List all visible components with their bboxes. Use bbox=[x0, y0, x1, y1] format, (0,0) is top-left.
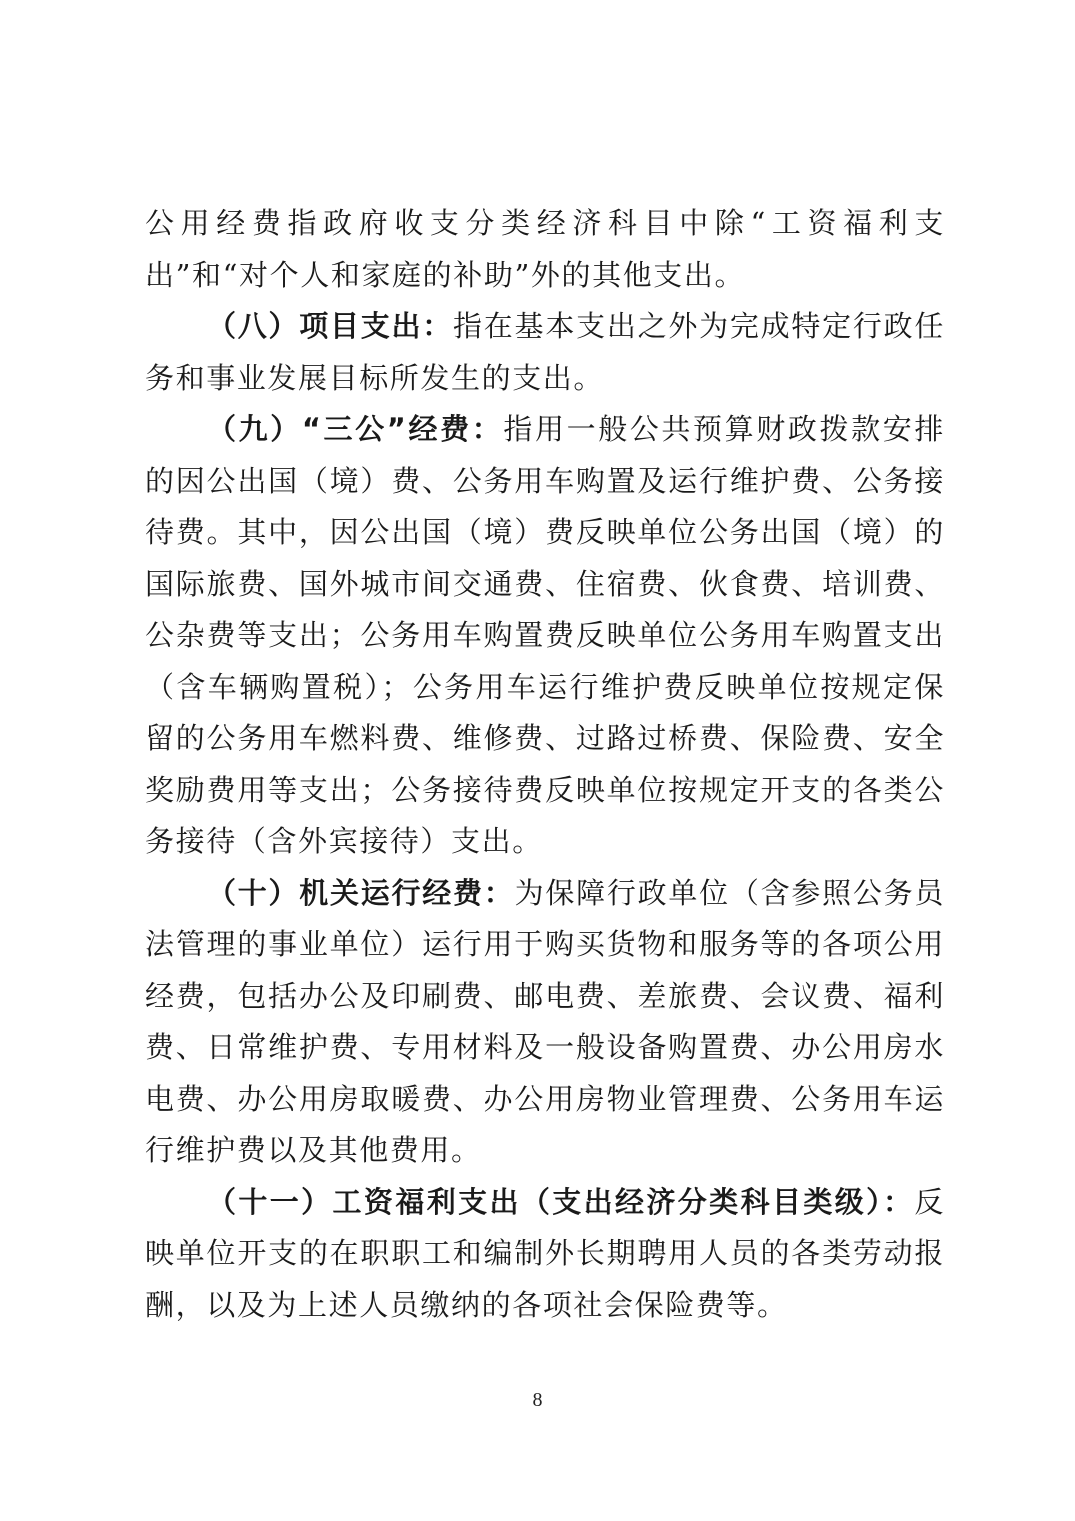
page-number: 8 bbox=[532, 1389, 543, 1411]
paragraph-text: 指用一般公共预算财政拨款安排的因公出国（境）费、公务用车购置及运行维护费、公务接待费。其中，因公出国（境）费反映单位公务出国（境）的国际旅费、国外城市间交通费、住宿费、伙食费、培训费、公杂费等支出；公务用车购置费反映单位公务用车购置支出（含车辆购置税）；公务用车运行维护费反映单位按规定保留的公务用车燃料费、维修费、过路过桥费、保险费、安全奖励费用等支出；公务接待费反映单位按规定开支的各类公务接待（含外宾接待）支出。 bbox=[145, 412, 945, 858]
paragraph-public-expenses-continued bbox=[145, 198, 945, 301]
term-heading: （八）项目支出： bbox=[207, 309, 454, 343]
paragraph-three-public-expenses bbox=[145, 404, 945, 868]
paragraph-text: 反映单位开支的在职职工和编制外长期聘用人员的各类劳动报酬，以及为上述人员缴纳的各项社会保险费等。 bbox=[145, 1184, 945, 1322]
paragraph-text: 为保障行政单位（含参照公务员法管理的事业单位）运行用于购买货物和服务等的各项公用经费，包括办公及印刷费、邮电费、差旅费、会议费、福利费、日常维护费、专用材料及一般设备购置费、办公用房水电费、办公用房取暖费、办公用房物业管理费、公务用车运行维护费以及其他费用。 bbox=[145, 875, 945, 1167]
term-heading: （十一）工资福利支出（支出经济分类科目类级）： bbox=[207, 1184, 915, 1219]
paragraph-project-expenditure bbox=[145, 301, 945, 404]
paragraph-agency-operating-expenses bbox=[145, 868, 945, 1177]
term-heading: （十）机关运行经费： bbox=[207, 875, 515, 910]
paragraph-wage-welfare-expenditure bbox=[145, 1177, 945, 1332]
paragraph-text: 公用经费指政府收支分类经济科目中除“工资福利支出”和“对个人和家庭的补助”外的其他支出。 bbox=[145, 206, 945, 292]
paragraph-text: 指在基本支出之外为完成特定行政任务和事业发展目标所发生的支出。 bbox=[145, 309, 945, 395]
term-heading: （九）“三公”经费： bbox=[207, 412, 504, 446]
document-body bbox=[145, 198, 945, 1331]
